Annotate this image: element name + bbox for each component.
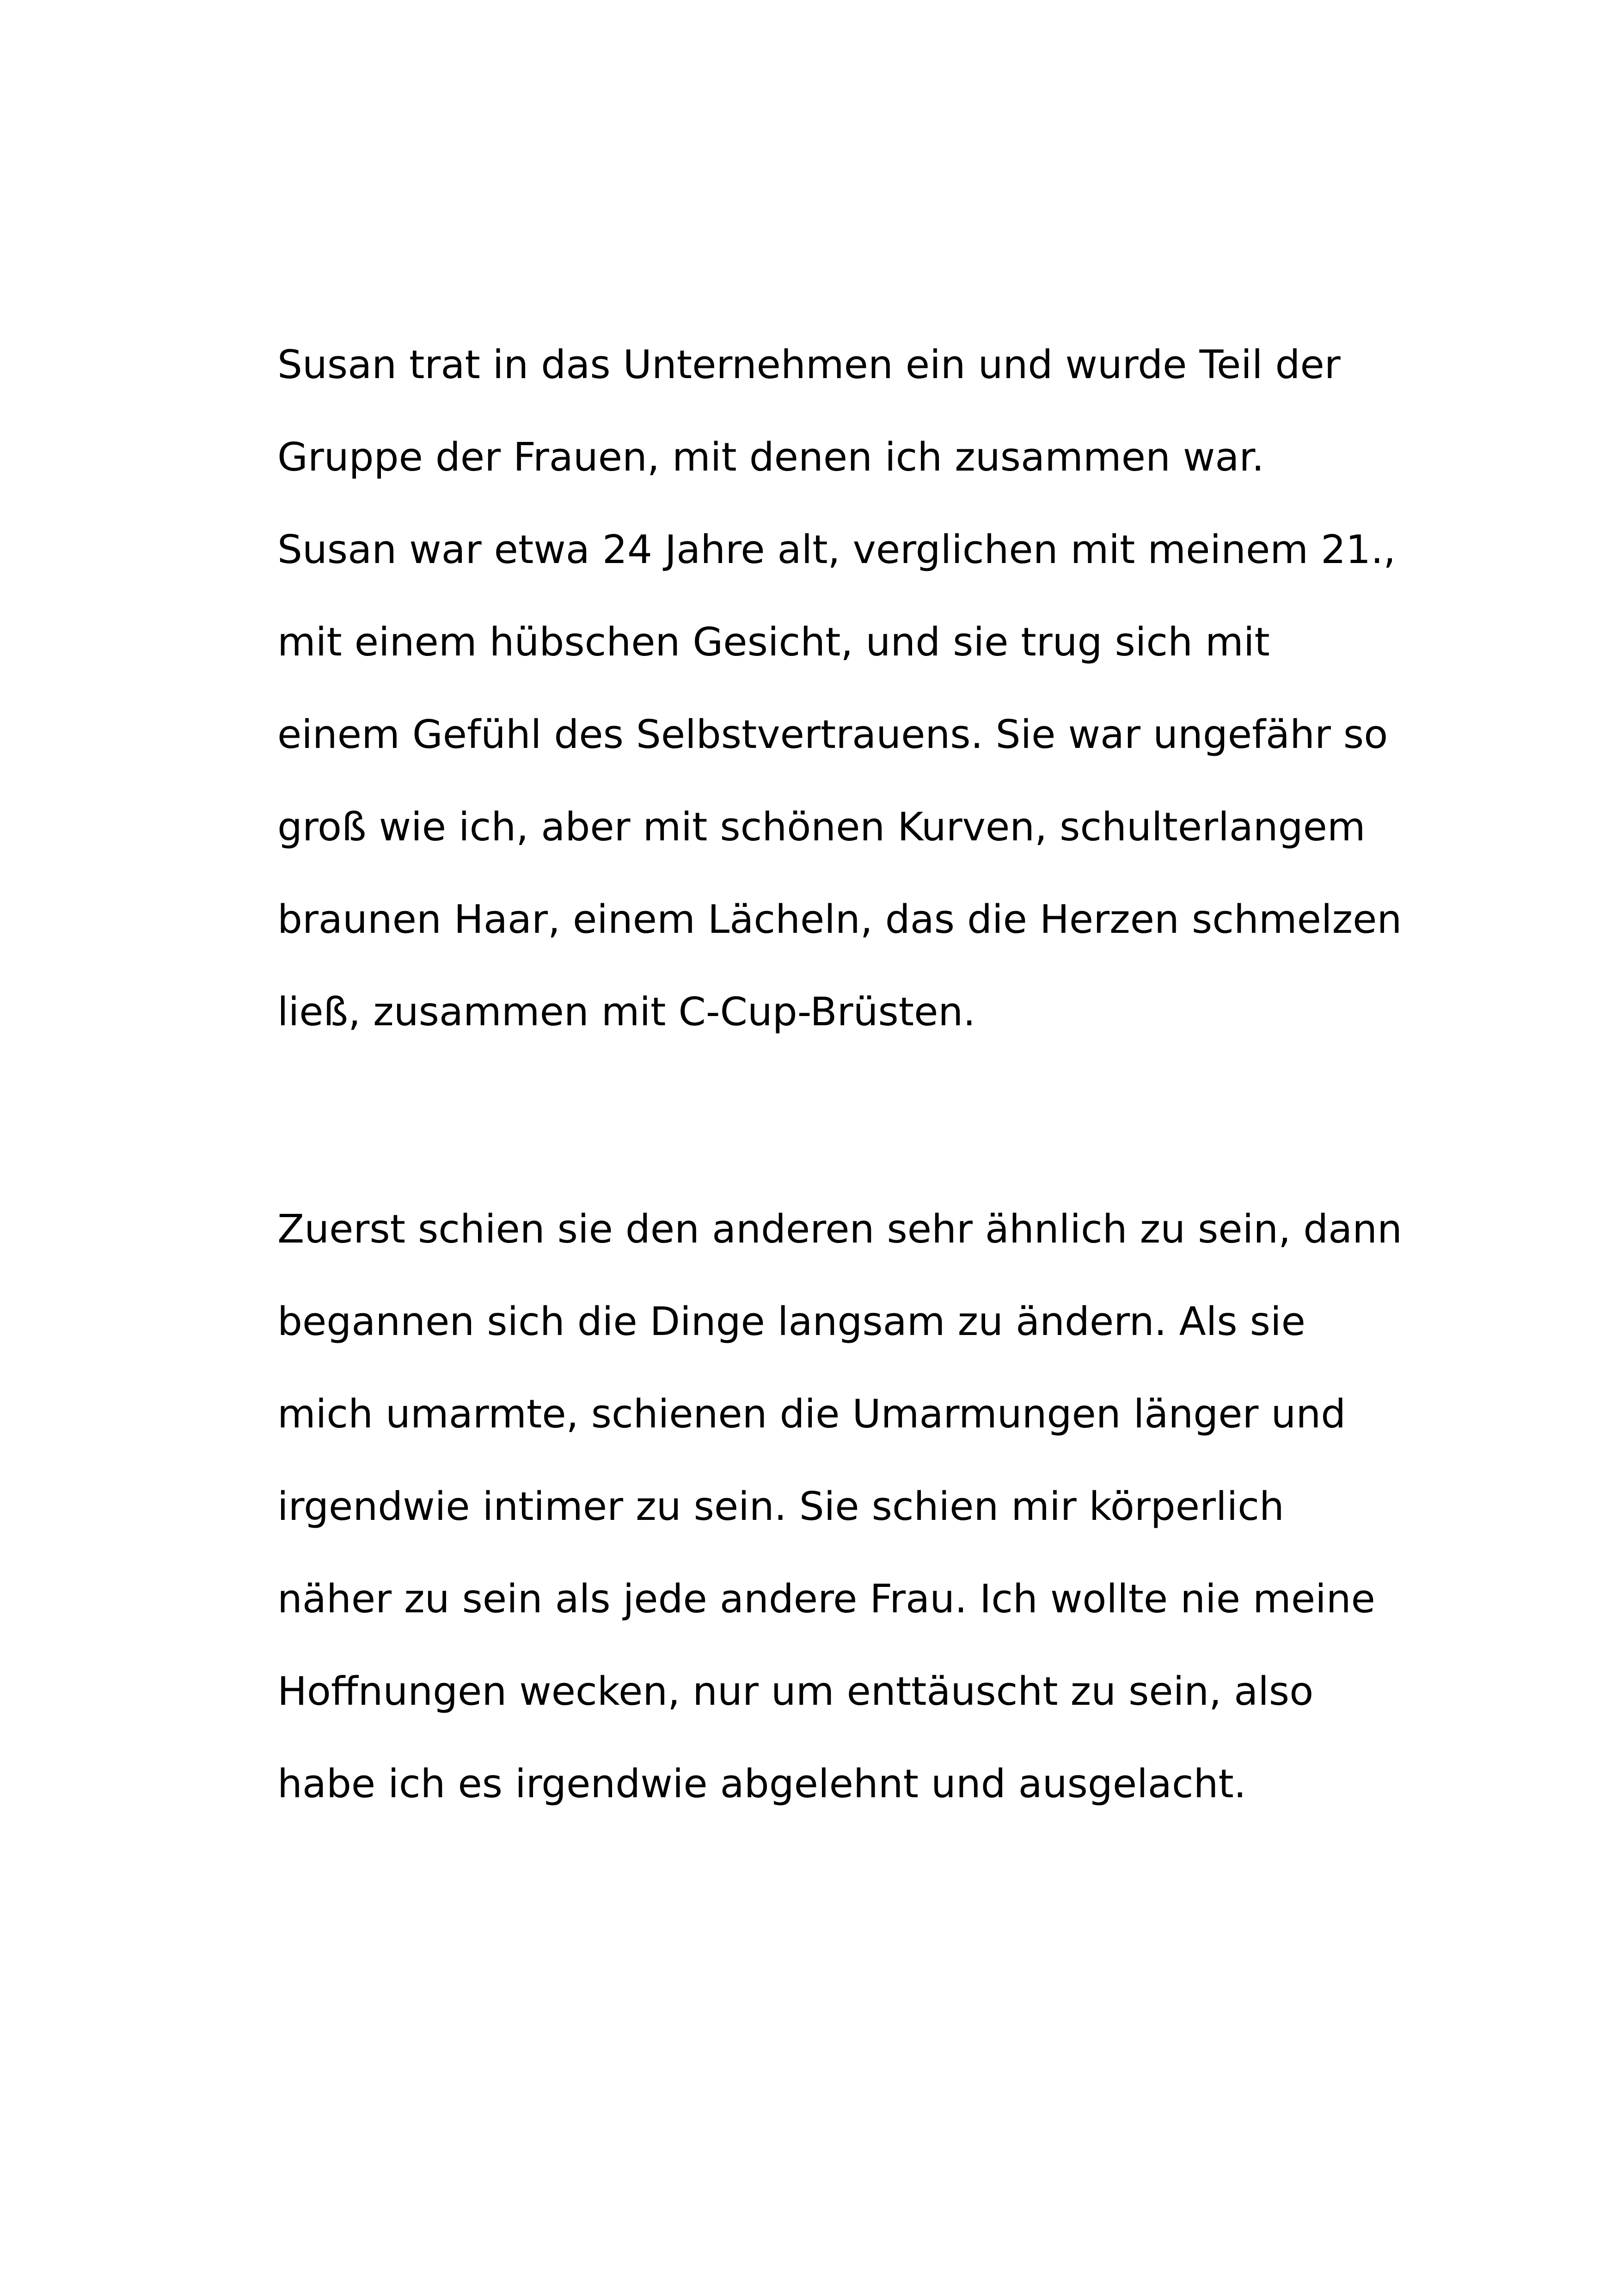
- text-line: Susan trat in das Unternehmen ein und wurde Teil der: [277, 342, 1341, 388]
- text-line: Gruppe der Frauen, mit denen ich zusammen war.: [277, 435, 1264, 480]
- text-line: ließ, zusammen mit C-Cup-Brüsten.: [277, 989, 976, 1035]
- text-line: näher zu sein als jede andere Frau. Ich wollte nie meine: [277, 1576, 1375, 1622]
- text-line: groß wie ich, aber mit schönen Kurven, schulterlangem: [277, 804, 1366, 850]
- paragraph-2: [277, 1183, 1402, 1831]
- text-line: einem Gefühl des Selbstvertrauens. Sie war ungefähr so: [277, 712, 1388, 758]
- text-line: Zuerst schien sie den anderen sehr ähnlich zu sein, dann: [277, 1206, 1403, 1252]
- text-line: mit einem hübschen Gesicht, und sie trug sich mit: [277, 619, 1270, 665]
- text-line: mich umarmte, schienen die Umarmungen länger und: [277, 1391, 1346, 1437]
- text-line: begannen sich die Dinge langsam zu ändern. Als sie: [277, 1299, 1305, 1345]
- text-line: habe ich es irgendwie abgelehnt und ausgelacht.: [277, 1761, 1246, 1807]
- text-line: Hoffnungen wecken, nur um enttäuscht zu sein, also: [277, 1669, 1314, 1714]
- paragraph-1: [277, 319, 1402, 1059]
- text-line: Susan war etwa 24 Jahre alt, verglichen mit meinem 21.,: [277, 527, 1396, 573]
- text-line: braunen Haar, einem Lächeln, das die Herzen schmelzen: [277, 897, 1402, 943]
- text-line: irgendwie intimer zu sein. Sie schien mir körperlich: [277, 1484, 1284, 1530]
